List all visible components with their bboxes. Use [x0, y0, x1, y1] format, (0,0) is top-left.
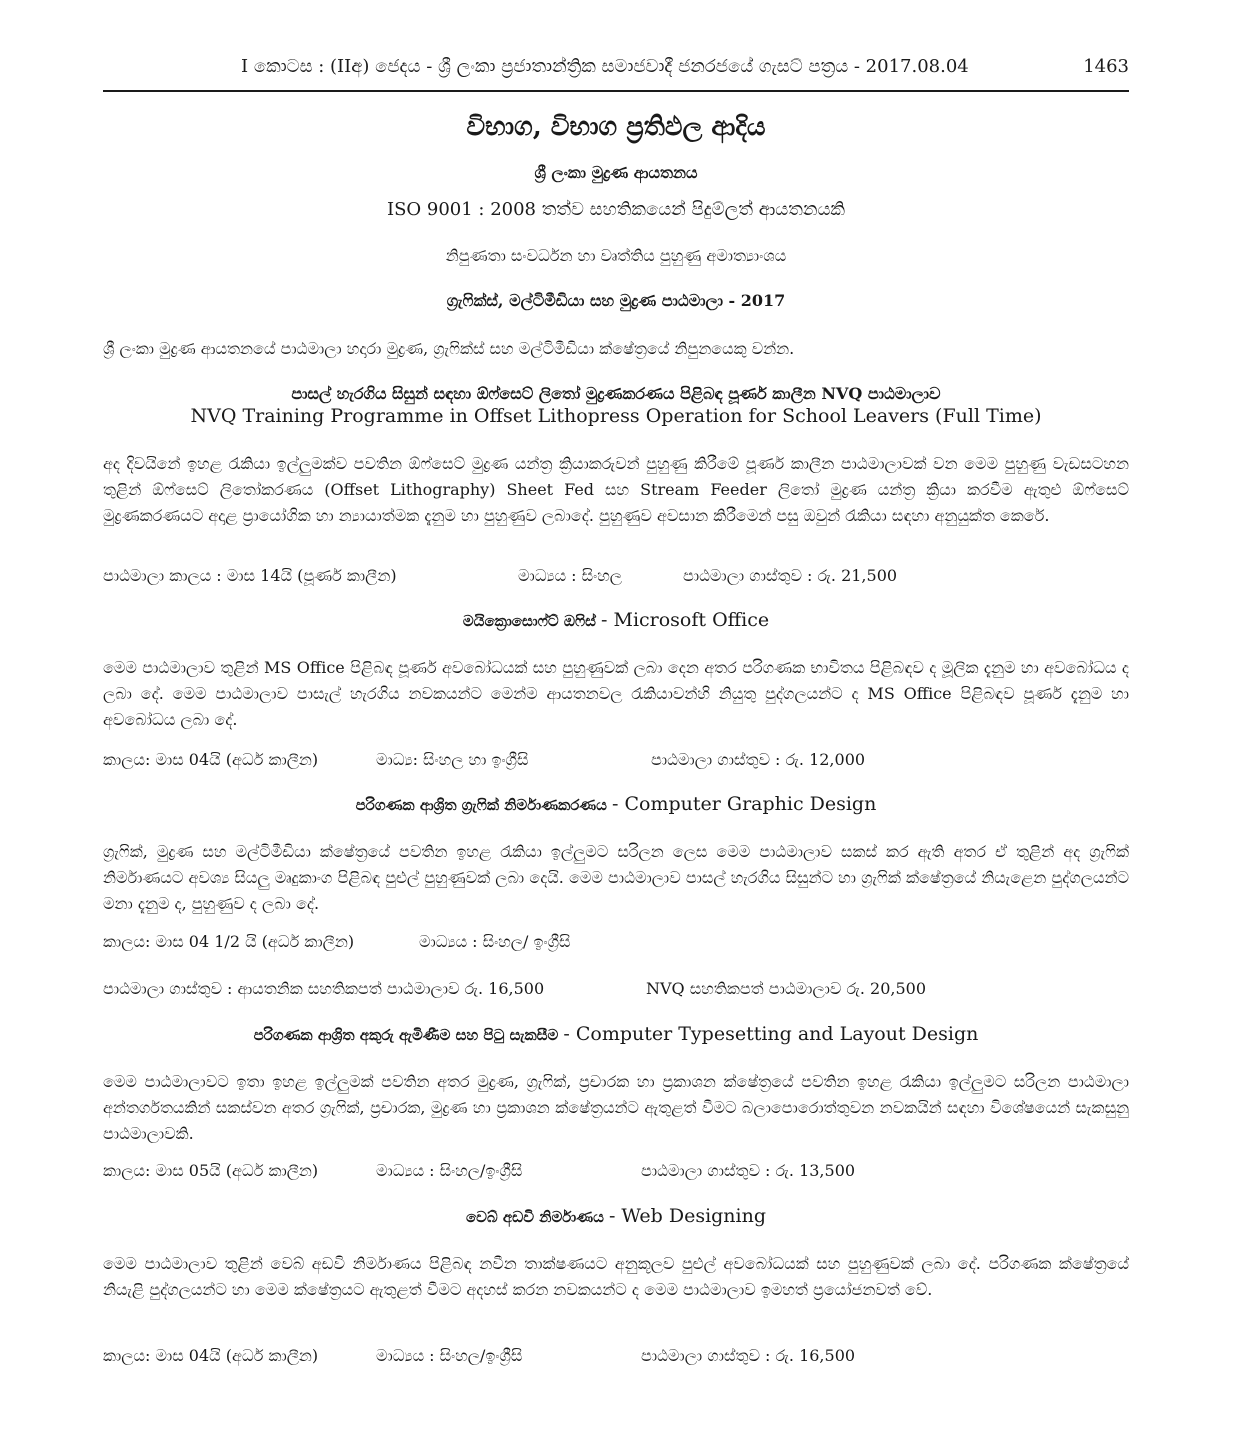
course-medium: මාධ්‍යය : සිංහල/ඉංග්‍රීසි [376, 1161, 523, 1180]
course-heading-en: - Microsoft Office [601, 609, 770, 631]
course-heading [103, 793, 1129, 815]
course-heading [103, 609, 1129, 631]
intro-text: ශ්‍රී ලංකා මුද්‍රණ ආයතනයේ පාඨමාලා හදාරා මුද්‍රණ, ග්‍රැෆික්ස් සහ මල්ටිමීඩියා ක්ෂේත්‍රයේ නිපුනයෙකු වන්න. [103, 339, 795, 358]
header-rule [103, 90, 1129, 92]
course-description: අද දිවයිනේ ඉහළ රැකියා ඉල්ලුමක්ව පවතින ඕෆ්සෙට් මුද්‍රණ යන්ත්‍ර ක්‍රියාකරුවන් පුහුණු කිරීමේ පූර්ණ කාලීන පාඨමාලාවක් වන මෙම පුහුණු වැඩසටහන තුළින් ඕෆ්සෙට් ලිතෝකරණය (Offset Lithography) Sheet Fed සහ Stream Feeder ලිතෝ මුද්‍රණ යන්ත්‍ර ක්‍රියා කරවීම ඇතුළු ඕෆ්සෙට් මුද්‍රණකරණයට අදාළ ප්‍රායෝගික හා න්‍යායාත්මක දැනුම හා පුහුණුව ලබාදේ. පුහුණුව අවසාන කිරීමෙන් පසු ඔවුන් රැකියා සඳහා අනුයුක්ත කෙරේ. [103, 454, 1129, 525]
course-duration: කාලය: මාස 04යි (අර්ධ කාලීන) [103, 1346, 319, 1365]
course-heading-en: NVQ Training Programme in Offset Lithopress Operation for School Leavers (Full Time) [190, 405, 1042, 427]
course-fee: පාඨමාලා ගාස්තුව : ආයතනික සහතිකපත් පාඨමාලාව රු. 16,500 [103, 979, 545, 998]
course-heading-si: මයික්‍රොසොෆ්ට් ඔෆිස් [462, 612, 596, 630]
course-heading-en: - Web Designing [608, 1205, 767, 1227]
course-description: මෙම පාඨමාලාවට ඉතා ඉහළ ඉල්ලුමක් පවතින අතර මුද්‍රණ, ග්‍රැෆික්, ප්‍රචාරක හා ප්‍රකාශන ක්ෂේත්‍රයේ පවතින ඉහළ රැකියා ඉල්ලුමට සරිලන පාඨමාලා අන්තර්ගතයකින් සකස්වන අතර ග්‍රැෆික්, ප්‍රචාරක, මුද්‍රණ හා ප්‍රකාශන ක්ෂේත්‍රයන්ට ඇතුළත් වීමට බලාපොරොත්තුවන නවකයින් සඳහා විශේෂයෙන් සැකසුනු පාඨමාලාවකි. [103, 1072, 1129, 1143]
course-duration: කාලය: මාස 05යි (අර්ධ කාලීන) [103, 1161, 319, 1180]
course-fee: පාඨමාලා ගාස්තුව : රු. 16,500 [641, 1346, 856, 1365]
course-medium: මාධ්‍ය: සිංහල හා ඉංග්‍රීසි [376, 750, 529, 769]
course-duration: කාලය: මාස 04යි (අර්ධ කාලීන) [103, 750, 319, 769]
course-info-row [103, 566, 1129, 592]
course-info-row [103, 932, 1129, 958]
running-head [103, 56, 1129, 84]
page-number: 1463 [1083, 56, 1129, 77]
course-heading-si: පරිගණක ආශ්‍රිත ග්‍රැෆික් නිර්මාණකරණය [355, 796, 607, 814]
course-description: මෙම පාඨමාලාව තුළින් වෙබ් අඩවි නිර්මාණය පිළිබඳ නවීන තාක්ෂණයට අනුකූලව පුළුල් අවබෝධයක් සහ පුහුණුවක් ලබා දේ. පරිගණක ක්ෂේත්‍රයේ නියැළි පුද්ගලයන්ට හා මෙම ක්ෂේත්‍රයට ඇතුළත් වීමට අදහස් කරන නවකයන්ට ද මෙම පාඨමාලාව ඉමහත් ප්‍රයෝජනවත් වේ. [103, 1254, 1129, 1299]
course-fee-nvq: NVQ සහතිකපත් පාඨමාලාව රු. 20,500 [646, 979, 927, 998]
institute-name: ශ්‍රී ලංකා මුද්‍රණ ආයතනය [534, 163, 698, 182]
courses-title: ග්‍රැෆික්ස්, මල්ටිමීඩියා සහ මුද්‍රණ පාඨමාලා - 2017 [446, 291, 786, 310]
course-heading-si: වෙබ් අඩවි නිර්මාණය [465, 1208, 604, 1226]
course-heading-si: පරිගණක ආශ්‍රිත අකුරු ඇමිණීම සහ පිටු සැකසීම [253, 1026, 559, 1044]
course-medium: මාධ්‍යය : සිංහල [518, 566, 623, 585]
course-info-row [103, 1161, 1129, 1187]
course-medium: මාධ්‍යය : සිංහල/ ඉංග්‍රීසි [419, 932, 571, 951]
course-heading-si: පාසල් හැරගිය සිසුන් සඳහා ඕෆ්සෙට් ලිතෝ මුද්‍රණකරණය පිළිබඳ පූර්ණ කාලීන NVQ පාඨමාලාව [291, 384, 941, 403]
course-fee: පාඨමාලා ගාස්තුව : රු. 21,500 [683, 566, 898, 585]
page-title: විභාග, විභාග ප්‍රතිඵල ආදිය [466, 112, 766, 142]
course-heading-en: - Computer Typesetting and Layout Design [563, 1023, 979, 1045]
course-fee: පාඨමාලා ගාස්තුව : රු. 12,000 [651, 750, 866, 769]
iso-line: ISO 9001 : 2008 තත්ව සහතිකයෙන් පිදුම්ලත් ආයතනයකි [386, 199, 846, 220]
course-heading [103, 1023, 1129, 1045]
running-head-text: I කොටස : (IIඅ) ජෙදය - ශ්‍රී ලංකා ප්‍රජාතාන්ත්‍රික සමාජවාදී ජනරජයේ ගැසට් පත්‍රය - 2017.08.04 [241, 56, 969, 77]
ministry-name: නිපුණතා සංවර්ධන හා වෘත්තිය පුහුණු අමාත්‍යාංශය [445, 246, 787, 265]
course-heading-en: - Computer Graphic Design [612, 793, 877, 815]
course-fee-row [103, 979, 1129, 1005]
course-info-row [103, 750, 1129, 776]
course-medium: මාධ්‍යය : සිංහල/ඉංග්‍රීසි [376, 1346, 523, 1365]
course-duration: පාඨමාලා කාලය : මාස 14යි (පූර්ණ කාලීන) [103, 566, 397, 585]
course-heading [103, 1205, 1129, 1227]
course-description: ග්‍රැෆික්, මුද්‍රණ සහ මල්ටිමීඩියා ක්ෂේත්‍රයේ පවතින ඉහළ රැකියා ඉල්ලුමට සරිලන ලෙස මෙම පාඨමාලාව සකස් කර ඇති අතර ඒ තුළින් අද ග්‍රැෆික් නිර්මාණයට අවශ්‍ය සියලු මෘදුකාංග පිළිබඳ පුළුල් පුහුණුවක් ලබා දෙයි. මෙම පාඨමාලාව පාසල් හැරගිය සිසුන්ට හා ග්‍රැෆික් ක්ෂේත්‍රයේ නියැළෙන පුද්ගලයන්ට මනා දැනුම ද, පුහුණුව ද ලබා දේ. [103, 842, 1129, 913]
course-info-row [103, 1346, 1129, 1372]
course-fee: පාඨමාලා ගාස්තුව : රු. 13,500 [641, 1161, 856, 1180]
course-duration: කාලය: මාස 04 1/2 යි (අර්ධ කාලීන) [103, 932, 355, 951]
course-description: මෙම පාඨමාලාව තුළින් MS Office පිළිබඳ පූර්ණ අවබෝධයක් සහ පුහුණුවක් ලබා දෙන අතර පරිගණක භාවිතය පිළිබඳව ද මූලික දැනුම හා අවබෝධය ද ලබා දේ. මෙම පාඨමාලාව පාසැල් හැරගිය නවකයන්ට මෙන්ම ආයතනවල රැකියාවන්හි නියුතු පුද්ගලයන්ට ද MS Office පිළිබඳව පූර්ණ දැනුම හා අවබෝධය ලබා දේ. [103, 658, 1129, 729]
